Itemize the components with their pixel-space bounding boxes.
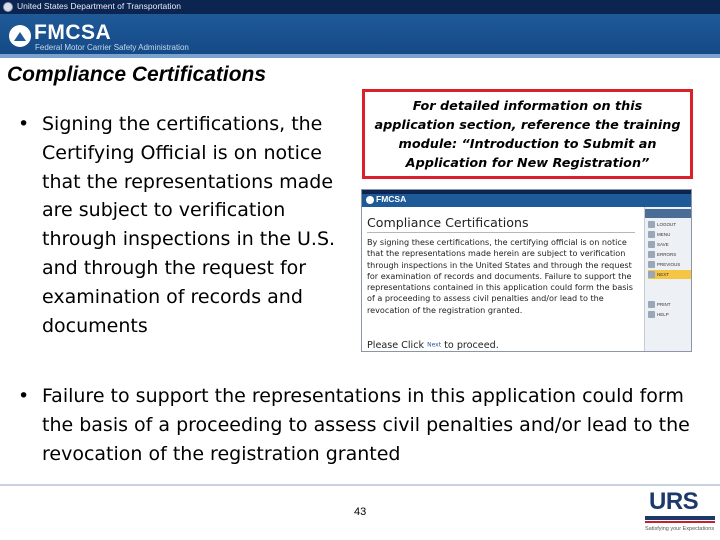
screenshot-body: By signing these certifications, the certifying official is on notice that the representations made herein are subject to verification through inspections in the United States and through the request for examination of records and documents. Failure to support the representations contained in this application could form the basis of a proceeding to assess civil penalties and/or lead to the revocation of the registration granted. <box>367 237 633 315</box>
screenshot-brand: FMCSA <box>376 194 407 204</box>
gov-banner <box>0 0 720 14</box>
help-icon <box>648 311 655 318</box>
header-stripe <box>0 54 720 58</box>
screenshot-instruction <box>367 340 499 351</box>
bullet-certifications-text: Signing the certifications, the Certifying Official is on notice that the representations made are subject to verification through inspections in the U.S. and through the request for examination of records and documents <box>42 113 336 337</box>
bullet-failure-text: Failure to support the representations in this application could form the basis of a proceeding to assess civil penalties and/or lead to the revocation of the registration granted <box>42 385 690 465</box>
sidebar-item-errors[interactable] <box>648 250 691 259</box>
screenshot-header <box>362 194 691 207</box>
sidebar-item-label: LOGOUT <box>657 222 677 227</box>
sidebar-item-label: ERRORS <box>657 252 677 257</box>
urs-tagline: Satisfying your Expectations <box>645 526 715 532</box>
fmcsa-brand: FMCSA <box>34 21 112 44</box>
sidebar-item-print[interactable] <box>648 300 691 309</box>
agency-name: Federal Motor Carrier Safety Administration <box>35 43 189 52</box>
previous-icon <box>648 261 655 268</box>
page-number: 43 <box>354 506 367 518</box>
screenshot-next-link[interactable]: Next <box>427 341 442 349</box>
next-icon <box>648 271 655 278</box>
training-module-text: For detailed information on this application section, reference the training module: “Introduction to Submit an Application for New Registration” <box>374 99 681 171</box>
errors-icon <box>648 251 655 258</box>
screenshot-divider <box>367 232 635 233</box>
sidebar-item-save[interactable] <box>648 240 691 249</box>
sidebar-item-label: MENU <box>657 232 671 237</box>
menu-icon <box>648 231 655 238</box>
screenshot-click-prefix: Please Click <box>367 340 425 351</box>
sidebar-item-help[interactable] <box>648 310 691 319</box>
urs-logo-accent <box>645 521 715 523</box>
sidebar-item-next[interactable] <box>648 270 691 279</box>
dot-seal-icon <box>3 2 13 12</box>
sidebar-item-label: NEXT <box>657 272 670 277</box>
urs-logo-bar <box>645 516 715 520</box>
screenshot-sidebar-header <box>645 209 692 218</box>
bullet-glyph: • <box>18 385 30 407</box>
screenshot-title: Compliance Certifications <box>367 215 529 230</box>
sidebar-item-label: HELP <box>657 312 669 317</box>
screenshot-logo-icon <box>366 196 374 204</box>
logout-icon <box>648 221 655 228</box>
print-icon <box>648 301 655 308</box>
sidebar-item-label: SAVE <box>657 242 669 247</box>
sidebar-item-previous[interactable] <box>648 260 691 269</box>
slide-title: Compliance Certifications <box>7 63 267 86</box>
urs-logo <box>645 488 715 536</box>
screenshot-sidebar <box>644 207 692 352</box>
save-icon <box>648 241 655 248</box>
training-module-callout <box>362 89 693 179</box>
sidebar-item-label: PREVIOUS <box>657 262 681 267</box>
screenshot-click-suffix: to proceed. <box>444 340 499 351</box>
application-screenshot <box>361 189 692 352</box>
bullet-glyph: • <box>18 113 30 135</box>
fmcsa-logo-icon <box>9 25 31 47</box>
sidebar-item-label: PRINT <box>657 302 671 307</box>
gov-banner-text: United States Department of Transportation <box>17 1 181 11</box>
urs-logo-text: URS <box>649 488 699 515</box>
footer-divider <box>0 484 720 486</box>
sidebar-item-logout[interactable] <box>648 220 691 229</box>
sidebar-item-menu[interactable] <box>648 230 691 239</box>
